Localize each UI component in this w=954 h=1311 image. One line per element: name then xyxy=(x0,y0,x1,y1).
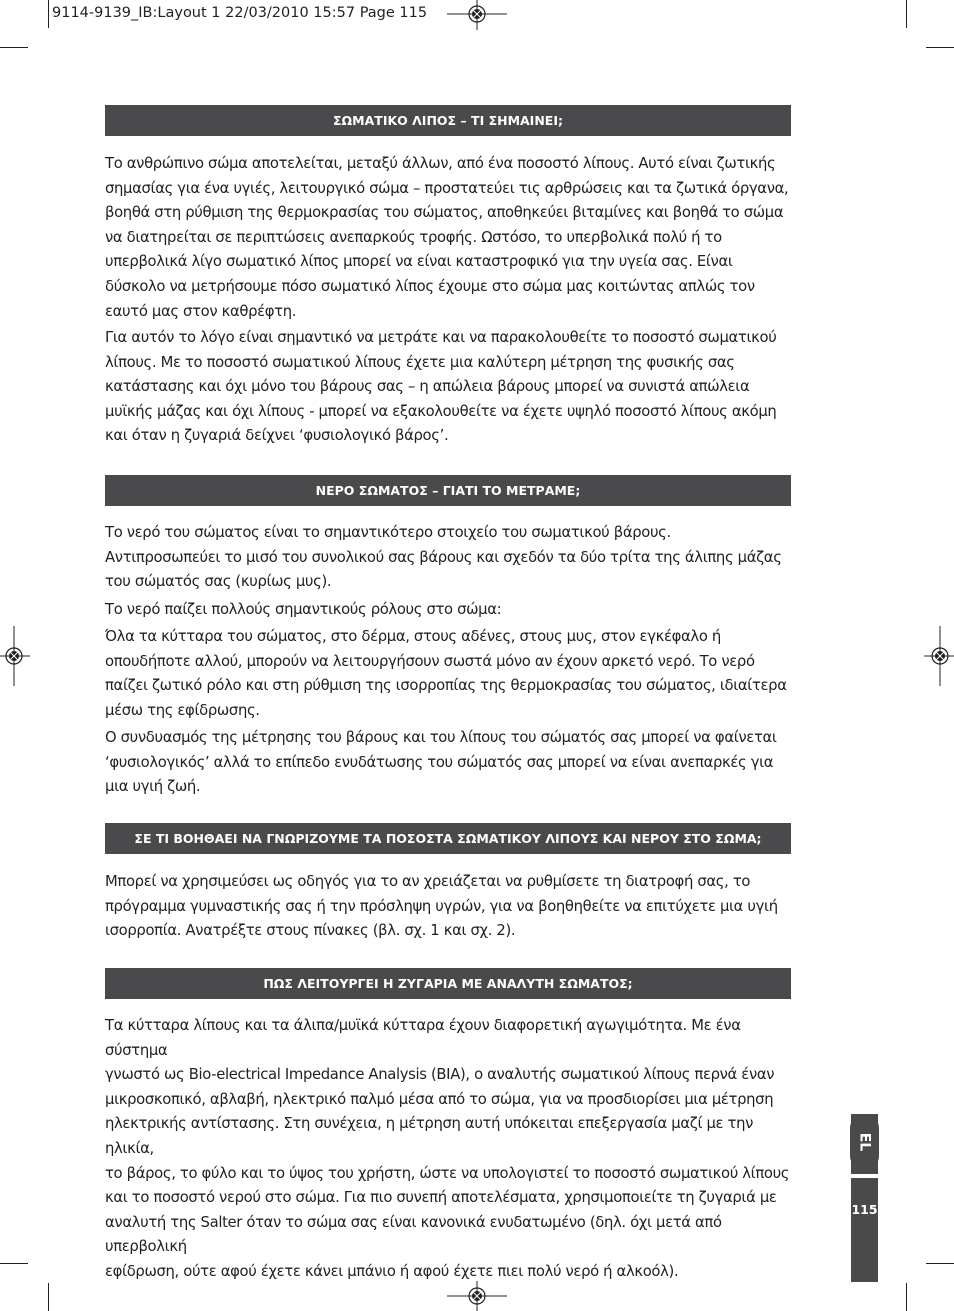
text-line: γνωστό ως Bio-electrical Impedance Analysis (BIA), ο αναλυτής σωματικού λίπους περνά έναν xyxy=(105,1066,775,1084)
text-line: Ο συνδυασμός της μέτρησης του βάρους και του λίπους του σώματός σας μπορεί να φαίνεται xyxy=(105,729,777,746)
text-line: δύσκολο να μετρήσουμε πόσο σωματικό λίπος έχουμε στο σώμα μας κοιτώντας απλώς τον xyxy=(105,277,755,295)
text-line: Τα κύτταρα λίπους και τα άλιπα/μυϊκά κύτταρα έχουν διαφορετική αγωγιμότητα. Με ένα σύστημα xyxy=(105,1017,741,1059)
text-line: και το ποσοστό νερού στο σώμα. Για πιο συνεπή αποτελέσματα, χρησιμοποιείτε τη ζυγαριά με xyxy=(105,1189,777,1207)
paragraph-body-fat-2 xyxy=(105,326,795,449)
crop-mark-top-right-h xyxy=(926,47,954,48)
text-line: παίζει ζωτικό ρόλο και στη ρύθμιση της ισορροπίας της θερμοκρασίας του σώματος, ιδιαίτερα xyxy=(105,677,787,695)
crop-mark-bottom-left-h xyxy=(0,1263,28,1264)
paragraph-body-water-2 xyxy=(105,598,795,623)
section-heading-how-it-works: ΠΩΣ ΛΕΙΤΟΥΡΓΕΙ Η ΖΥΓΑΡΙΑ ΜΕ ΑΝΑΛΥΤΗ ΣΩΜΑΤΟΣ; xyxy=(105,968,791,999)
text-line: ‘φυσιολογικός’ αλλά το επίπεδο ενυδάτωσης του σώματός σας μπορεί να είναι ανεπαρκές για xyxy=(105,753,774,771)
crop-mark-top-left-v xyxy=(48,0,49,28)
text-line: μυϊκής μάζας και όχι λίπους - μπορεί να εξακολουθείτε να έχετε υψηλό ποσοστό λίπους ακόμη xyxy=(105,402,777,420)
paragraph-body-water-3 xyxy=(105,625,795,723)
text-line: του σώματός σας (κυρίως μυς). xyxy=(105,573,332,591)
text-line: Όλα τα κύτταρα του σώματος, στο δέρμα, στους αδένες, στους μυς, στον εγκέφαλο ή xyxy=(105,628,721,645)
section-heading-body-fat: ΣΩΜΑΤΙΚΟ ΛΙΠΟΣ – ΤΙ ΣΗΜΑΙΝΕΙ; xyxy=(105,105,791,136)
registration-mark-top-icon xyxy=(447,0,507,30)
registration-mark-left-icon xyxy=(0,626,30,686)
printer-slug: 9114-9139_IB:Layout 1 22/03/2010 15:57 Page 115 xyxy=(52,5,428,21)
crop-mark-top-left-h xyxy=(0,47,28,48)
page-number: 115 xyxy=(851,1202,878,1217)
registration-mark-bottom-icon xyxy=(447,1281,507,1311)
crop-mark-bottom-left-v xyxy=(48,1283,49,1311)
paragraph-how-it-works-1 xyxy=(105,1014,795,1285)
crop-mark-bottom-right-v xyxy=(906,1283,907,1311)
paragraph-why-know-1 xyxy=(105,870,795,944)
text-line: το βάρος, το φύλο και το ύψος του χρήστη, ώστε να υπολογιστεί το ποσοστό σωματικού λίπους xyxy=(105,1164,790,1182)
text-line: οπουδήποτε αλλού, μπορούν να λειτουργήσουν σωστά μόνο αν έχουν αρκετό νερό. Το νερό xyxy=(105,652,755,670)
side-tab-divider xyxy=(851,1174,878,1178)
text-line: Το νερό παίζει πολλούς σημαντικούς ρόλους στο σώμα: xyxy=(105,601,502,618)
text-line: βοηθά στη ρύθμιση της θερμοκρασίας του σώματος, αποθηκεύει βιταμίνες και βοηθά το σώμα xyxy=(105,204,784,222)
text-line: μια υγιή ζωή. xyxy=(105,778,201,796)
text-line: ισορροπία. Ανατρέξτε στους πίνακες (βλ. σχ. 1 και σχ. 2). xyxy=(105,922,516,940)
text-line: εαυτό μας στον καθρέφτη. xyxy=(105,302,297,320)
text-line: μικροσκοπικό, αβλαβή, ηλεκτρικό παλμό μέσα από το σώμα, για να προσδιορίσει μια μέτρηση xyxy=(105,1090,774,1108)
text-line: ηλεκτρικής αντίστασης. Στη συνέχεια, η μέτρηση αυτή υπόκειται επεξεργασία μαζί με την ηλικία, xyxy=(105,1115,754,1157)
text-line: Το νερό του σώματος είναι το σημαντικότερο στοιχείο του σωματικού βάρους. xyxy=(105,524,671,541)
text-line: εφίδρωση, ούτε αφού έχετε κάνει μπάνιο ή αφού έχετε πιει πολύ νερό ή αλκοόλ). xyxy=(105,1262,679,1280)
text-line: Το ανθρώπινο σώμα αποτελείται, μεταξύ άλλων, από ένα ποσοστό λίπους. Αυτό είναι ζωτικής xyxy=(105,155,776,172)
text-line: και όταν η ζυγαριά δείχνει ‘φυσιολογικό βάρος’. xyxy=(105,427,449,445)
paragraph-body-fat-1 xyxy=(105,152,795,324)
text-line: πρόγραμμα γυμναστικής σας ή την πρόσληψη υγρών, για να βοηθηθείτε να επιτύχετε μια υγιή xyxy=(105,897,778,915)
text-line: λίπους. Με το ποσοστό σωματικού λίπους έχετε μια καλύτερη μέτρηση της φυσικής σας xyxy=(105,353,735,371)
paragraph-body-water-1 xyxy=(105,521,795,595)
crop-mark-top-right-v xyxy=(906,0,907,28)
text-line: μέσω της εφίδρωσης. xyxy=(105,701,260,719)
language-code: EL xyxy=(856,1132,873,1152)
paragraph-body-water-4 xyxy=(105,726,795,800)
section-heading-why-know: ΣΕ ΤΙ ΒΟΗΘΑΕΙ ΝΑ ΓΝΩΡΙΖΟΥΜΕ ΤΑ ΠΟΣΟΣΤΑ ΣΩΜΑΤΙΚΟΥ ΛΙΠΟΥΣ ΚΑΙ ΝΕΡΟΥ ΣΤΟ ΣΩΜΑ; xyxy=(105,823,791,854)
text-line: υπερβολικά λίγο σωματικό λίπος μπορεί να είναι καταστροφικό για την υγεία σας. Είναι xyxy=(105,253,733,271)
text-line: Αντιπροσωπεύει το μισό του συνολικού σας βάρους και σχεδόν τα δύο τρίτα της άλιπης μάζας xyxy=(105,548,782,566)
text-line: Για αυτόν το λόγο είναι σημαντικό να μετράτε και να παρακολουθείτε το ποσοστό σωματικού xyxy=(105,329,777,346)
text-line: αναλυτή της Salter όταν το σώμα σας είναι κανονικά ενυδατωμένο (δηλ. όχι μετά από υπερβολική xyxy=(105,1213,722,1256)
text-line: σημασίας για ένα υγιές, λειτουργικό σώμα – προστατεύει τις αρθρώσεις και τα ζωτικά όργανα, xyxy=(105,179,789,197)
text-line: να διατηρείται σε περιπτώσεις ανεπαρκούς τροφής. Ωστόσο, το υπερβολικά πολύ ή το xyxy=(105,228,722,246)
crop-mark-bottom-right-h xyxy=(926,1263,954,1264)
registration-mark-right-icon xyxy=(924,626,954,686)
text-line: Μπορεί να χρησιμεύσει ως οδηγός για το αν χρειάζεται να ρυθμίσετε τη διατροφή σας, το xyxy=(105,873,751,890)
text-line: κατάστασης και όχι μόνο του βάρους σας – η απώλεια βάρους μπορεί να συνιστά απώλεια xyxy=(105,378,750,396)
section-heading-body-water: ΝΕΡΟ ΣΩΜΑΤΟΣ – ΓΙΑΤΙ ΤΟ ΜΕΤΡΑΜΕ; xyxy=(105,475,791,506)
